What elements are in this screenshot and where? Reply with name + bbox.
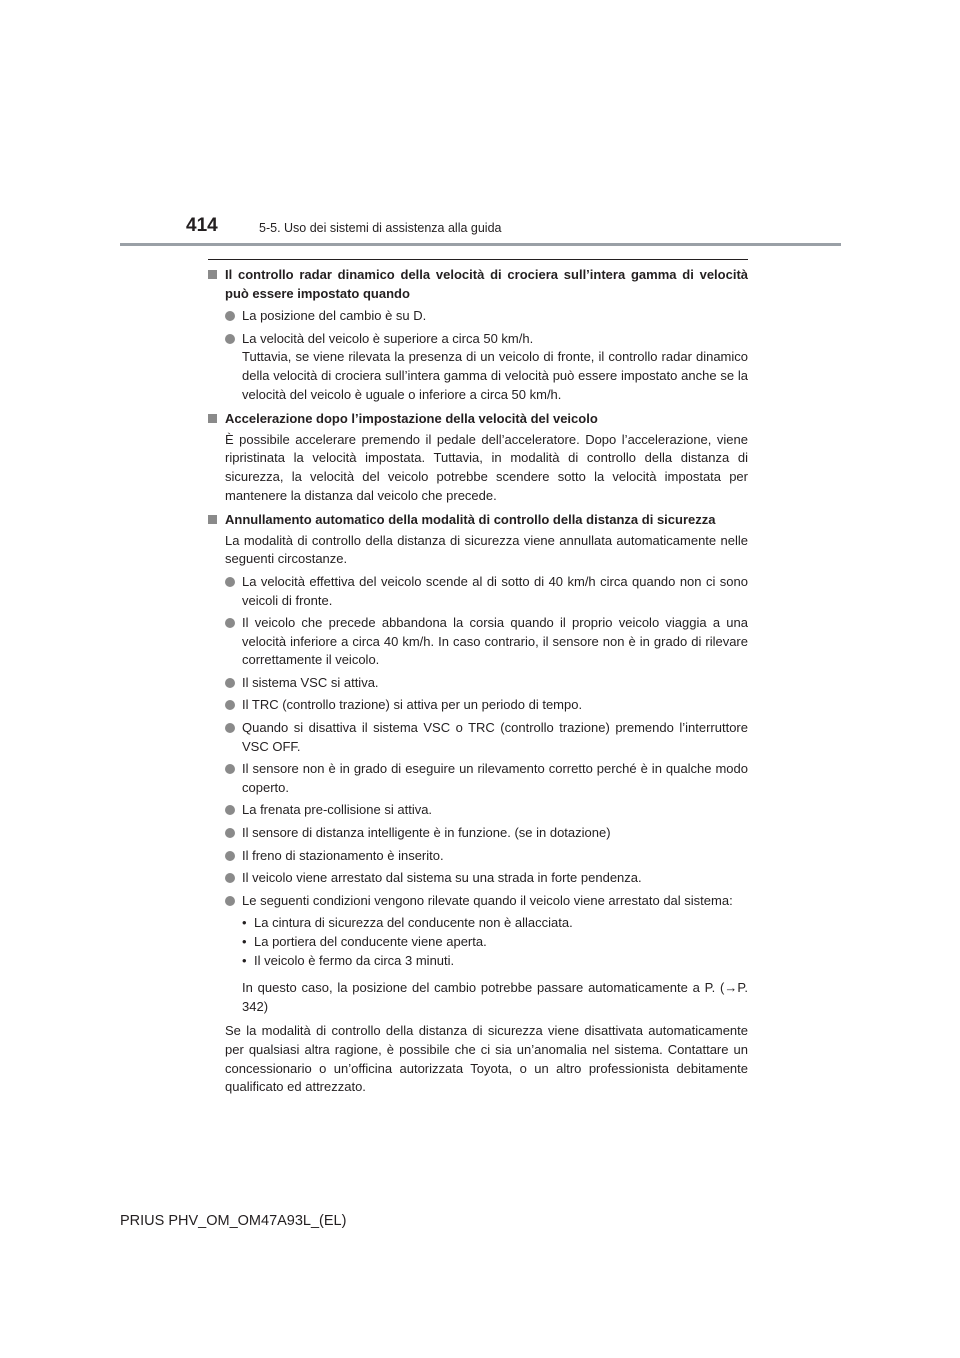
round-bullet-icon [225, 311, 235, 321]
sub-list-item-text: La cintura di sicurezza del conducente non è allacciata. [254, 915, 573, 931]
sub-list-item [242, 952, 748, 971]
list-item-text: La frenata pre-collisione si attiva. [242, 802, 433, 818]
list-item [208, 330, 748, 404]
round-bullet-icon [225, 828, 235, 838]
round-bullet-icon [225, 700, 235, 710]
paragraph: È possibile accelerare premendo il pedale dell’acceleratore. Dopo l’accelerazione, viene ripristinata la velocità impostata. Tuttavia, in modalità di controllo della distanza di sicurezza, la velocità del veicolo potrebbe scendere sotto la velocità impostata per mantenere la distanza dal veicolo che precede. [225, 431, 748, 503]
section-heading [208, 266, 748, 303]
round-bullet-icon [225, 618, 235, 628]
sub-bullet-mark: • [242, 915, 247, 931]
list-item [208, 892, 748, 911]
list-item-text: Il TRC (controllo trazione) si attiva per un periodo di tempo. [242, 697, 583, 713]
section-heading-text: Accelerazione dopo l’impostazione della velocità del veicolo [225, 411, 598, 427]
sub-list-item-text: Il veicolo è fermo da circa 3 minuti. [254, 952, 455, 968]
sub-list-item [242, 914, 748, 933]
list-item [208, 847, 748, 866]
round-bullet-icon [225, 851, 235, 861]
list-item [208, 614, 748, 670]
sub-list [242, 914, 748, 970]
section-heading [208, 511, 748, 530]
sub-note: In questo caso, la posizione del cambio potrebbe passare automaticamente a P. (→P. 342) [242, 980, 748, 1014]
document-id: PRIUS PHV_OM_OM47A93L_(EL) [120, 1213, 347, 1229]
list-item [208, 307, 748, 326]
closing-paragraph: Se la modalità di controllo della distanza di sicurezza viene disattivata automaticamente per qualsiasi altra ragione, è possibile che ci sia un’anomalia nel sistema. Contattare un concessionario o un’officina autorizzata Toyota, o un altro professionista debitamente qualificato ed attrezzato. [225, 1023, 748, 1095]
list-item [208, 869, 748, 888]
list-item-text: Quando si disattiva il sistema VSC o TRC (controllo trazione) premendo l’interruttore VSC OFF. [242, 720, 748, 754]
list-item-text: Il veicolo viene arrestato dal sistema su una strada in forte pendenza. [242, 870, 642, 886]
header-rule [120, 243, 841, 246]
list-item-text: Il veicolo che precede abbandona la corsia quando il proprio veicolo viaggia a una velocità inferiore a circa 40 km/h. In caso contrario, il sensore non è in grado di rilevare correttamente il veicolo. [242, 615, 748, 668]
square-bullet-icon [208, 270, 217, 279]
sub-list-item [242, 933, 748, 952]
list-item-text: Il sensore non è in grado di eseguire un rilevamento corretto perché è in qualche modo coperto. [242, 761, 748, 795]
round-bullet-icon [225, 334, 235, 344]
section-heading [208, 410, 748, 429]
page-content [208, 266, 748, 1097]
round-bullet-icon [225, 678, 235, 688]
list-item-text: Il sensore di distanza intelligente è in funzione. (se in dotazione) [242, 825, 611, 841]
list-item [208, 674, 748, 693]
page-number: 414 [186, 215, 218, 236]
section-heading-text: Il controllo radar dinamico della velocità di crociera sull’intera gamma di velocità può essere impostato quando [225, 267, 748, 301]
square-bullet-icon [208, 414, 217, 423]
round-bullet-icon [225, 764, 235, 774]
list-item-text: La velocità effettiva del veicolo scende al di sotto di 40 km/h circa quando non ci sono veicoli di fronte. [242, 573, 748, 608]
round-bullet-icon [225, 723, 235, 733]
round-bullet-icon [225, 896, 235, 906]
list-item-text: Le seguenti condizioni vengono rilevate quando il veicolo viene arrestato dal sistema: [242, 892, 733, 908]
paragraph: La modalità di controllo della distanza di sicurezza viene annullata automaticamente nelle seguenti circostanze. [225, 532, 748, 567]
round-bullet-icon [225, 577, 235, 587]
list-item-text: La velocità del veicolo è superiore a circa 50 km/h. Tuttavia, se viene rilevata la presenza di un veicolo di fronte, il controllo radar dinamico della velocità di crociera sull’intera gamma di velocità può essere impostato anche se la velocità del veicolo è uguale o inferiore a circa 50 km/h. [242, 330, 748, 402]
list-item [208, 824, 748, 843]
sub-bullet-mark: • [242, 952, 247, 968]
sub-bullet-mark: • [242, 934, 247, 949]
list-item-text: La posizione del cambio è su D. [242, 308, 427, 324]
list-item-text: Il freno di stazionamento è inserito. [242, 847, 444, 863]
section-title: 5-5. Uso dei sistemi di assistenza alla guida [259, 221, 502, 235]
section-top-rule [208, 259, 748, 260]
round-bullet-icon [225, 873, 235, 883]
list-item [208, 760, 748, 797]
list-item [208, 696, 748, 715]
list-item [208, 801, 748, 820]
square-bullet-icon [208, 515, 217, 524]
section-heading-text: Annullamento automatico della modalità di controllo della distanza di sicurezza [225, 512, 716, 528]
sub-list-item-text: La portiera del conducente viene aperta. [254, 934, 487, 949]
list-item-text: Il sistema VSC si attiva. [242, 674, 379, 690]
round-bullet-icon [225, 805, 235, 815]
list-item [208, 573, 748, 610]
list-item [208, 719, 748, 756]
